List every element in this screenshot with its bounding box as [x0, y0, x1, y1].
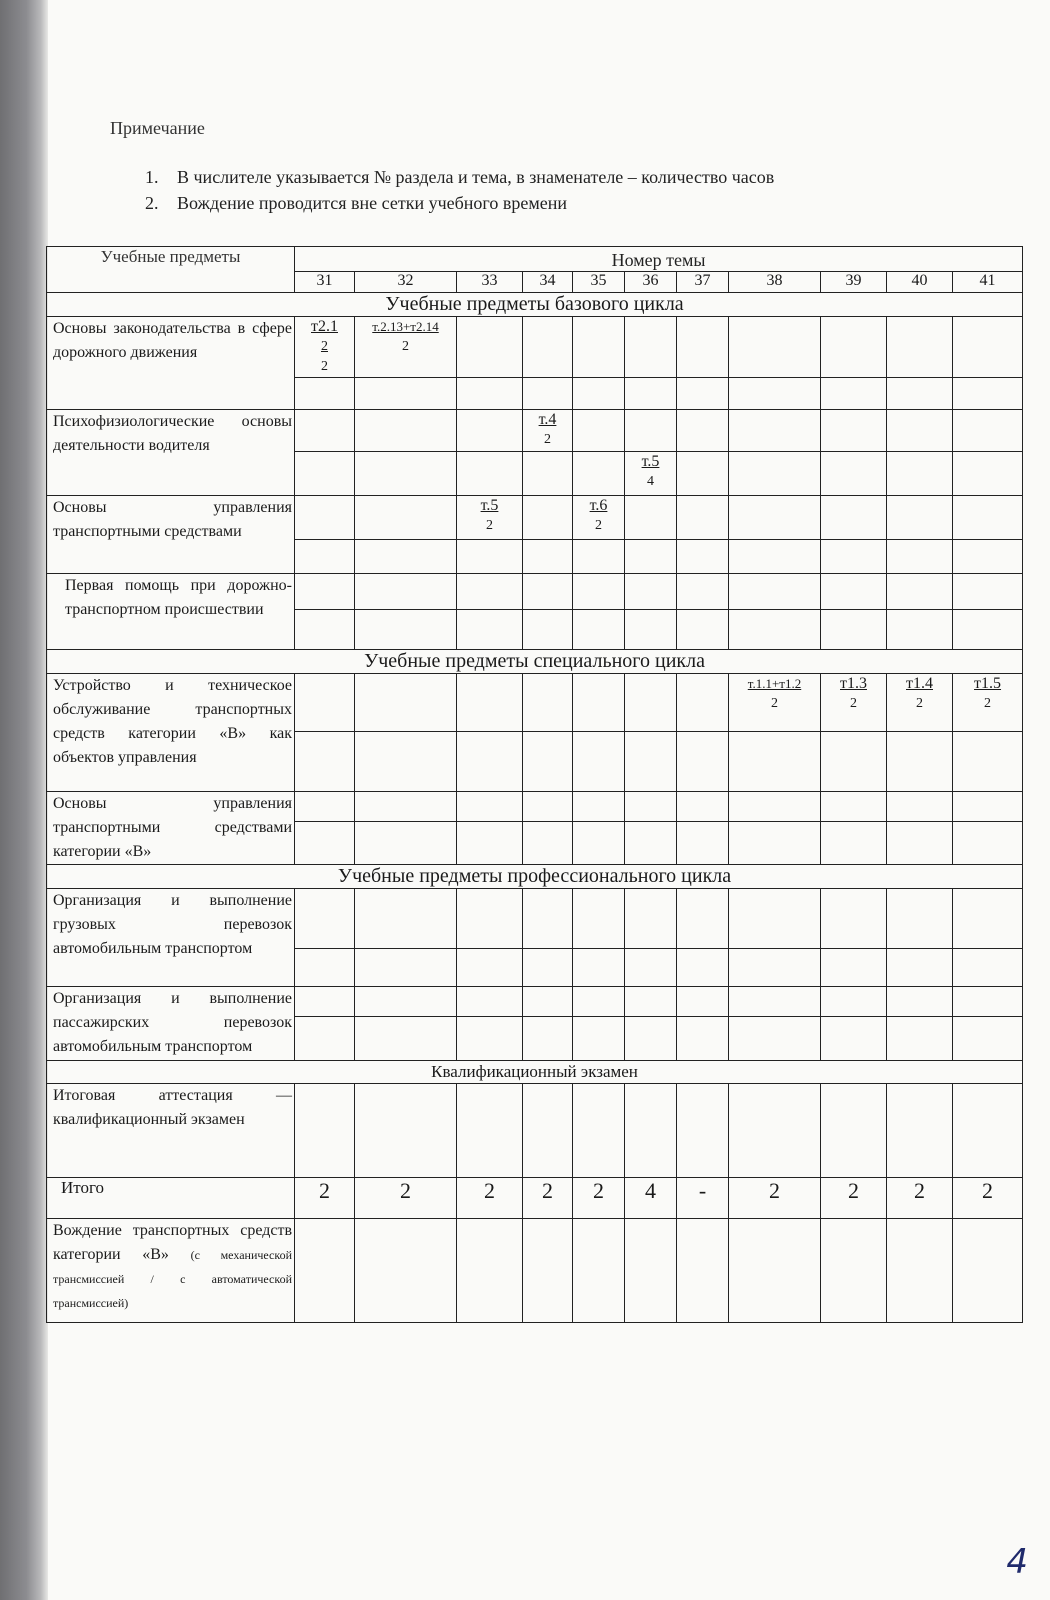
empty-cell [523, 949, 573, 987]
empty-cell [523, 1084, 573, 1178]
empty-cell [887, 1017, 953, 1061]
subject-control: Основы управления транспортными средствами [47, 496, 295, 574]
empty-cell [887, 496, 953, 540]
table-row [47, 792, 1023, 822]
empty-cell [887, 949, 953, 987]
empty-cell [523, 378, 573, 410]
empty-cell [355, 1017, 457, 1061]
empty-cell [729, 540, 821, 574]
total-value: 4 [625, 1178, 677, 1219]
empty-cell [729, 987, 821, 1017]
empty-cell [953, 987, 1023, 1017]
empty-cell [573, 822, 625, 865]
cell-control-33: т.5 2 [457, 496, 523, 540]
empty-cell [953, 610, 1023, 650]
table-row [47, 317, 1023, 378]
topic-number: 39 [821, 272, 887, 293]
subject-cargo: Организация и выполнение грузовых перевозок автомобильным транспортом [47, 889, 295, 987]
total-value: 2 [355, 1178, 457, 1219]
empty-cell [953, 889, 1023, 949]
subject-psy: Психофизиологические основы деятельности водителя [47, 410, 295, 496]
empty-cell [677, 610, 729, 650]
empty-cell [457, 378, 523, 410]
empty-cell [625, 540, 677, 574]
empty-cell [573, 792, 625, 822]
empty-cell [677, 1017, 729, 1061]
empty-cell [295, 378, 355, 410]
topic-number: 38 [729, 272, 821, 293]
empty-cell [295, 889, 355, 949]
subject-passenger: Организация и выполнение пассажирских перевозок автомобильным транспортом [47, 987, 295, 1061]
table-row [47, 496, 1023, 540]
subject-final-exam: Итоговая аттестация — квалификационный экзамен [47, 1084, 295, 1178]
empty-cell [625, 732, 677, 792]
empty-cell [887, 1219, 953, 1323]
empty-cell [821, 987, 887, 1017]
empty-cell [729, 574, 821, 610]
empty-cell [953, 496, 1023, 540]
empty-cell [355, 1084, 457, 1178]
empty-cell [953, 1017, 1023, 1061]
empty-cell [953, 410, 1023, 452]
cell-psy-36: т.5 4 [625, 452, 677, 496]
empty-cell [821, 1084, 887, 1178]
empty-cell [887, 792, 953, 822]
section-row [47, 1061, 1023, 1084]
empty-cell [821, 1219, 887, 1323]
empty-cell [625, 822, 677, 865]
empty-cell [295, 540, 355, 574]
empty-cell [887, 378, 953, 410]
empty-cell [295, 452, 355, 496]
empty-cell [355, 410, 457, 452]
page-number: 4 [1006, 1542, 1028, 1582]
empty-cell [953, 452, 1023, 496]
empty-cell [953, 574, 1023, 610]
schedule-table [46, 246, 1023, 1323]
empty-cell [573, 610, 625, 650]
empty-cell [953, 792, 1023, 822]
empty-cell [295, 1219, 355, 1323]
subject-control-b: Основы управления транспортными средствами категории «В» [47, 792, 295, 865]
empty-cell [457, 574, 523, 610]
empty-cell [729, 378, 821, 410]
empty-cell [887, 410, 953, 452]
empty-cell [953, 378, 1023, 410]
empty-cell [523, 822, 573, 865]
empty-cell [821, 574, 887, 610]
empty-cell [573, 410, 625, 452]
empty-cell [625, 574, 677, 610]
empty-cell [821, 378, 887, 410]
header-row [47, 247, 1023, 272]
empty-cell [677, 792, 729, 822]
empty-cell [625, 496, 677, 540]
empty-cell [573, 949, 625, 987]
empty-cell [887, 1084, 953, 1178]
empty-cell [625, 1084, 677, 1178]
empty-cell [677, 317, 729, 378]
empty-cell [953, 317, 1023, 378]
empty-cell [821, 540, 887, 574]
total-value: 2 [523, 1178, 573, 1219]
empty-cell [295, 949, 355, 987]
empty-cell [677, 949, 729, 987]
empty-cell [887, 987, 953, 1017]
empty-cell [523, 610, 573, 650]
empty-cell [523, 674, 573, 732]
empty-cell [821, 889, 887, 949]
table-row [47, 674, 1023, 732]
section-row [47, 293, 1023, 317]
section-exam: Квалификационный экзамен [47, 1061, 1023, 1084]
empty-cell [625, 792, 677, 822]
binding-spine [0, 0, 48, 1600]
section-row [47, 650, 1023, 674]
empty-cell [573, 452, 625, 496]
note-item: 2. Вождение проводится вне сетки учебного времени [145, 193, 567, 213]
empty-cell [625, 610, 677, 650]
empty-cell [887, 317, 953, 378]
empty-cell [677, 1084, 729, 1178]
section-base: Учебные предметы базового цикла [47, 293, 1023, 317]
empty-cell [677, 674, 729, 732]
empty-cell [355, 949, 457, 987]
empty-cell [729, 1017, 821, 1061]
empty-cell [355, 792, 457, 822]
topic-number: 34 [523, 272, 573, 293]
empty-cell [457, 540, 523, 574]
empty-cell [729, 792, 821, 822]
empty-cell [457, 410, 523, 452]
empty-cell [457, 610, 523, 650]
total-value: 2 [295, 1178, 355, 1219]
empty-cell [677, 732, 729, 792]
topic-number: 37 [677, 272, 729, 293]
empty-cell [573, 574, 625, 610]
empty-cell [625, 987, 677, 1017]
table-row [47, 889, 1023, 949]
empty-cell [457, 822, 523, 865]
cell-law-31: т2.1 2 2 [295, 317, 355, 378]
empty-cell [295, 610, 355, 650]
empty-cell [953, 540, 1023, 574]
empty-cell [887, 452, 953, 496]
cell-device-38: т.1.1+т1.2 2 [729, 674, 821, 732]
empty-cell [887, 610, 953, 650]
empty-cell [887, 540, 953, 574]
empty-cell [523, 574, 573, 610]
empty-cell [887, 574, 953, 610]
subject-driving: Вождение транспортных средств категории «В» (с механической трансмиссией / с автоматической трансмиссией) [47, 1219, 295, 1323]
cell-device-39: т1.3 2 [821, 674, 887, 732]
empty-cell [821, 822, 887, 865]
empty-cell [677, 540, 729, 574]
topic-number: 32 [355, 272, 457, 293]
empty-cell [523, 317, 573, 378]
section-professional: Учебные предметы профессионального цикла [47, 865, 1023, 889]
subject-law: Основы законодательства в сфере дорожного движения [47, 317, 295, 410]
empty-cell [295, 792, 355, 822]
topic-number: 31 [295, 272, 355, 293]
empty-cell [457, 1017, 523, 1061]
empty-cell [457, 1084, 523, 1178]
empty-cell [523, 496, 573, 540]
empty-cell [523, 452, 573, 496]
empty-cell [729, 610, 821, 650]
empty-cell [729, 949, 821, 987]
topic-header: Номер темы [295, 247, 1023, 272]
section-special: Учебные предметы специального цикла [47, 650, 1023, 674]
empty-cell [523, 987, 573, 1017]
empty-cell [729, 1084, 821, 1178]
empty-cell [625, 317, 677, 378]
subjects-header: Учебные предметы [47, 247, 295, 293]
topic-number: 33 [457, 272, 523, 293]
empty-cell [457, 317, 523, 378]
empty-cell [821, 610, 887, 650]
empty-cell [821, 732, 887, 792]
empty-cell [523, 732, 573, 792]
empty-cell [677, 822, 729, 865]
total-value: 2 [821, 1178, 887, 1219]
empty-cell [953, 1219, 1023, 1323]
empty-cell [625, 949, 677, 987]
empty-cell [457, 732, 523, 792]
empty-cell [821, 949, 887, 987]
empty-cell [457, 949, 523, 987]
empty-cell [625, 378, 677, 410]
empty-cell [677, 574, 729, 610]
empty-cell [729, 822, 821, 865]
empty-cell [355, 452, 457, 496]
empty-cell [457, 674, 523, 732]
empty-cell [457, 792, 523, 822]
empty-cell [355, 1219, 457, 1323]
empty-cell [523, 889, 573, 949]
empty-cell [953, 949, 1023, 987]
table-row [47, 987, 1023, 1017]
empty-cell [625, 1017, 677, 1061]
empty-cell [821, 410, 887, 452]
empty-cell [677, 452, 729, 496]
note-item: 1. В числителе указывается № раздела и тема, в знаменателе – количество часов [145, 167, 775, 187]
cell-device-41: т1.5 2 [953, 674, 1023, 732]
total-value: - [677, 1178, 729, 1219]
total-label: Итого [47, 1178, 295, 1219]
empty-cell [355, 378, 457, 410]
empty-cell [729, 496, 821, 540]
empty-cell [523, 540, 573, 574]
empty-cell [295, 732, 355, 792]
subject-device: Устройство и техническое обслуживание транспортных средств категории «В» как объектов управления [47, 674, 295, 792]
table-row [47, 1084, 1023, 1178]
total-row [47, 1178, 1023, 1219]
empty-cell [355, 674, 457, 732]
empty-cell [677, 410, 729, 452]
table-row [47, 410, 1023, 452]
empty-cell [573, 674, 625, 732]
empty-cell [677, 378, 729, 410]
cell-control-35: т.6 2 [573, 496, 625, 540]
empty-cell [295, 410, 355, 452]
empty-cell [295, 574, 355, 610]
empty-cell [355, 496, 457, 540]
empty-cell [729, 889, 821, 949]
empty-cell [953, 822, 1023, 865]
empty-cell [573, 987, 625, 1017]
subject-first-aid: Первая помощь при дорожно-транспортном происшествии [47, 574, 295, 650]
empty-cell [677, 889, 729, 949]
empty-cell [677, 496, 729, 540]
empty-cell [355, 540, 457, 574]
empty-cell [821, 317, 887, 378]
empty-cell [295, 496, 355, 540]
empty-cell [573, 378, 625, 410]
topic-number: 41 [953, 272, 1023, 293]
empty-cell [625, 410, 677, 452]
empty-cell [295, 1017, 355, 1061]
empty-cell [953, 732, 1023, 792]
empty-cell [821, 792, 887, 822]
empty-cell [953, 1084, 1023, 1178]
empty-cell [573, 1017, 625, 1061]
section-row [47, 865, 1023, 889]
empty-cell [457, 889, 523, 949]
empty-cell [887, 822, 953, 865]
topic-number: 40 [887, 272, 953, 293]
total-value: 2 [573, 1178, 625, 1219]
empty-cell [295, 1084, 355, 1178]
empty-cell [677, 987, 729, 1017]
empty-cell [573, 732, 625, 792]
empty-cell [573, 317, 625, 378]
note-list [145, 164, 774, 216]
empty-cell [355, 822, 457, 865]
empty-cell [355, 610, 457, 650]
empty-cell [457, 987, 523, 1017]
empty-cell [729, 452, 821, 496]
empty-cell [887, 732, 953, 792]
empty-cell [523, 1219, 573, 1323]
table-row [47, 574, 1023, 610]
empty-cell [295, 674, 355, 732]
empty-cell [729, 410, 821, 452]
empty-cell [677, 1219, 729, 1323]
empty-cell [625, 1219, 677, 1323]
total-value: 2 [729, 1178, 821, 1219]
empty-cell [355, 889, 457, 949]
empty-cell [625, 674, 677, 732]
empty-cell [355, 732, 457, 792]
note-title: Примечание [110, 118, 205, 138]
topic-number: 35 [573, 272, 625, 293]
empty-cell [355, 987, 457, 1017]
cell-device-40: т1.4 2 [887, 674, 953, 732]
empty-cell [887, 889, 953, 949]
total-value: 2 [953, 1178, 1023, 1219]
empty-cell [523, 1017, 573, 1061]
empty-cell [821, 452, 887, 496]
empty-cell [729, 732, 821, 792]
empty-cell [821, 496, 887, 540]
empty-cell [523, 792, 573, 822]
total-value: 2 [887, 1178, 953, 1219]
empty-cell [355, 574, 457, 610]
empty-cell [295, 987, 355, 1017]
empty-cell [457, 452, 523, 496]
empty-cell [295, 822, 355, 865]
empty-cell [457, 1219, 523, 1323]
total-value: 2 [457, 1178, 523, 1219]
empty-cell [573, 1084, 625, 1178]
cell-psy-34: т.4 2 [523, 410, 573, 452]
empty-cell [573, 540, 625, 574]
empty-cell [625, 889, 677, 949]
empty-cell [729, 1219, 821, 1323]
empty-cell [573, 1219, 625, 1323]
table-row [47, 1219, 1023, 1323]
empty-cell [821, 1017, 887, 1061]
empty-cell [573, 889, 625, 949]
empty-cell [729, 317, 821, 378]
cell-law-32: т.2.13+т2.14 2 [355, 317, 457, 378]
topic-number: 36 [625, 272, 677, 293]
